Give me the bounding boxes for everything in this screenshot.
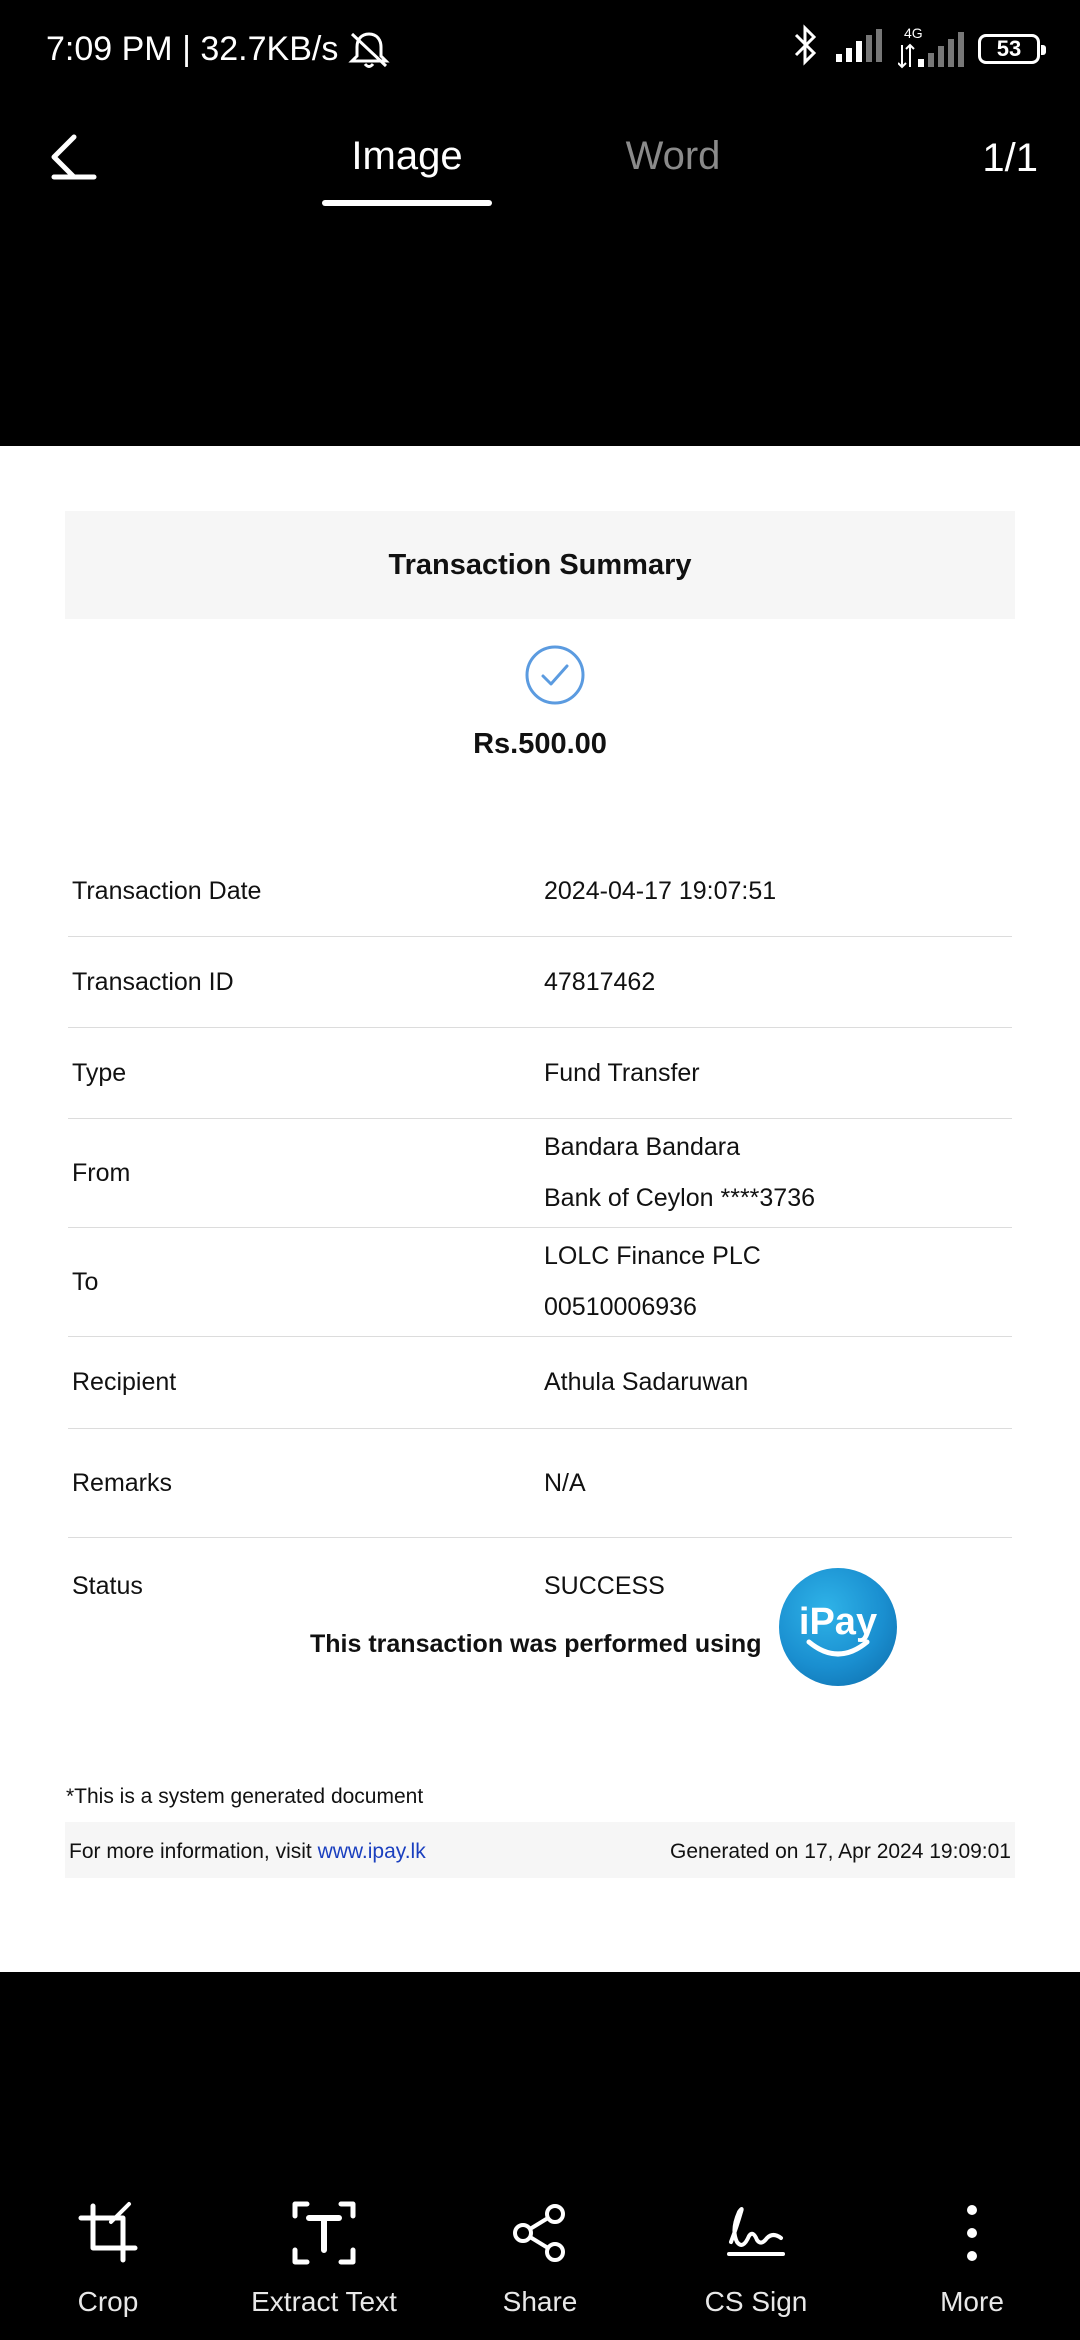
transaction-amount: Rs.500.00 [473, 728, 607, 760]
crop-label: Crop [77, 2286, 139, 2317]
footer-info: For more information, visit www.ipay.lk [69, 1840, 426, 1863]
share-button[interactable] [432, 2180, 648, 2318]
battery-level: 53 [996, 36, 1022, 61]
detail-value: N/A [544, 1468, 586, 1497]
detail-row-date [68, 846, 1012, 937]
transaction-details [68, 846, 1012, 1634]
tab-image-label: Image [351, 134, 463, 178]
share-label: Share [502, 2286, 578, 2317]
tab-word-label: Word [625, 134, 721, 178]
svg-text:iPay: iPay [798, 1601, 878, 1643]
more-button[interactable] [864, 2180, 1080, 2318]
ipay-logo [779, 1568, 897, 1686]
detail-label: From [72, 1158, 131, 1187]
arrow-left-icon [46, 130, 106, 190]
extract-text-icon [289, 2198, 359, 2268]
detail-row-type [68, 1028, 1012, 1119]
tab-image[interactable] [322, 134, 492, 179]
network-type-label: 4G [904, 25, 923, 41]
app-bar [0, 110, 1080, 220]
detail-value: Fund Transfer [544, 1058, 700, 1087]
detail-row-id [68, 937, 1012, 1028]
performed-using-text: This transaction was performed using [310, 1630, 762, 1658]
generated-on: Generated on 17, Apr 2024 19:09:01 [670, 1840, 1011, 1863]
mute-icon [346, 30, 392, 79]
receipt-header [65, 511, 1015, 619]
detail-value: SUCCESS [544, 1571, 665, 1600]
back-button[interactable] [46, 130, 106, 190]
ipay-website-link[interactable]: www.ipay.lk [317, 1840, 426, 1863]
detail-value: LOLC Finance PLC 00510006936 [544, 1242, 761, 1321]
receipt-footer [65, 1822, 1015, 1878]
cs-sign-button[interactable] [648, 2180, 864, 2318]
detail-row-recipient [68, 1337, 1012, 1429]
detail-label: Transaction ID [72, 967, 234, 996]
detail-label: Transaction Date [72, 876, 262, 905]
check-circle-icon [524, 644, 586, 706]
receipt-title: Transaction Summary [388, 548, 692, 581]
crop-button[interactable] [0, 2180, 216, 2318]
bluetooth-icon [790, 24, 820, 75]
extract-text-label: Extract Text [251, 2286, 397, 2317]
detail-value: Bandara Bandara Bank of Ceylon ****3736 [544, 1133, 816, 1212]
signature-icon [721, 2198, 791, 2268]
detail-value: 2024-04-17 19:07:51 [544, 876, 777, 905]
detail-label: Type [72, 1058, 127, 1087]
cs-sign-label: CS Sign [704, 2286, 808, 2317]
status-bar [0, 0, 1080, 100]
detail-label: Status [72, 1571, 143, 1600]
active-tab-indicator [322, 200, 492, 206]
detail-row-to [68, 1228, 1012, 1337]
share-icon [505, 2198, 575, 2268]
receipt-document [0, 446, 1080, 1972]
battery-icon [978, 34, 1040, 64]
bottom-toolbar [0, 2180, 1080, 2340]
detail-label: To [72, 1267, 99, 1296]
tab-word[interactable] [600, 134, 746, 179]
more-label: More [940, 2286, 1004, 2317]
system-generated-note: *This is a system generated document [66, 1785, 424, 1808]
detail-label: Remarks [72, 1468, 173, 1497]
status-time: 7:09 PM | 32.7KB/s [46, 30, 339, 68]
detail-value: 47817462 [544, 967, 656, 996]
signal-icon [834, 28, 884, 71]
extract-text-button[interactable] [216, 2180, 432, 2318]
page-indicator: 1/1 [982, 136, 1038, 180]
detail-row-from [68, 1119, 1012, 1228]
detail-label: Recipient [72, 1368, 177, 1396]
crop-icon [73, 2198, 143, 2268]
more-vertical-icon [937, 2198, 1007, 2268]
detail-row-remarks [68, 1429, 1012, 1538]
signal-4g-icon [898, 25, 964, 69]
detail-value: Athula Sadaruwan [544, 1368, 749, 1396]
